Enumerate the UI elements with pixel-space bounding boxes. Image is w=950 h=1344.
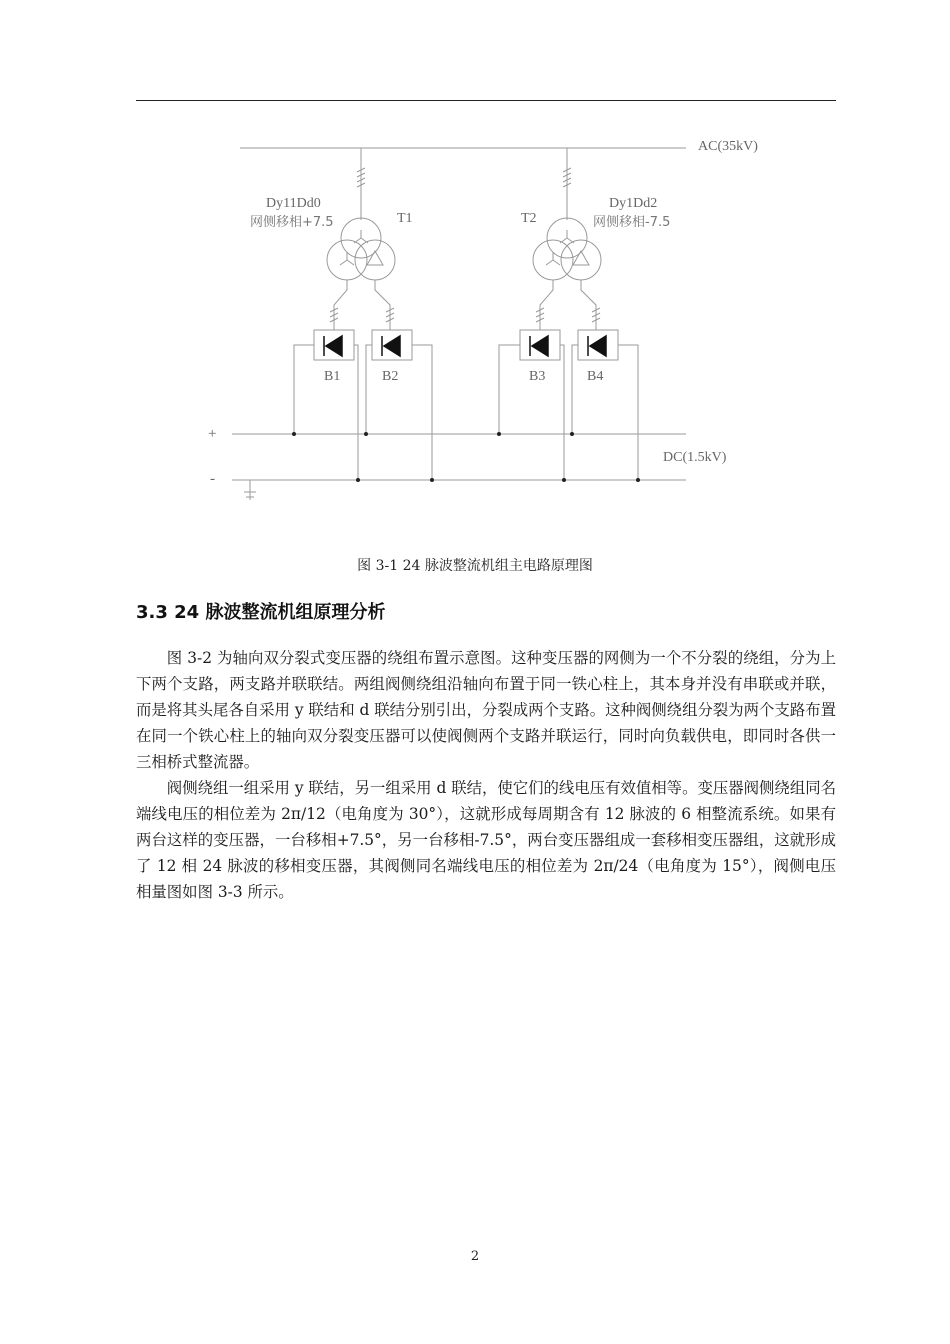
dc-plus-label: +	[208, 426, 217, 442]
paragraph-1: 图 3-2 为轴向双分裂式变压器的绕组布置示意图。这种变压器的网侧为一个不分裂的绕组，分为上下两个支路，两支路并联联结。两组阀侧绕组沿轴向布置于同一铁心柱上，其本身并没有串联或并联，而是将其头尾各自采用 y 联结和 d 联结分别引出，分裂成两个支路。这种阀侧绕组分裂为两个支路布置在同一个铁心柱上的轴向双分裂变压器可以使阀侧两个支路并联运行，同时向负载供电，即同时各供一三相桥式整流器。	[136, 649, 836, 771]
dc-voltage-label: DC(1.5kV)	[663, 450, 727, 465]
transformer-t2	[533, 218, 601, 280]
t2-name-label: T2	[521, 211, 537, 226]
bridge-b4-label: B4	[587, 369, 604, 384]
bridge-b2-label: B2	[382, 369, 399, 384]
bridge-b3-label: B3	[529, 369, 546, 384]
paragraph-2: 阀侧绕组一组采用 y 联结，另一组采用 d 联结，使它们的线电压有效值相等。变压器阀侧绕组同名端线电压的相位差为 2π/12（电角度为 30°），这就形成每周期含有 12 脉波的 6 相整流系统。如果有两台这样的变压器，一台移相+7.5°，另一台移相-7.5°，两台变压器组成一套移相变压器组，这就形成了 12 相 24 脉波的移相变压器，其阀侧同名端线电压的相位差为 2π/24（电角度为 15°），阀侧电压相量图如图 3-3 所示。	[136, 779, 836, 901]
t1-connection-label: Dy11Dd0	[266, 196, 321, 211]
t1-name-label: T1	[397, 211, 413, 226]
diode-b1-icon	[324, 336, 342, 356]
diode-b4-icon	[588, 336, 606, 356]
diode-b2-icon	[382, 336, 400, 356]
page-number: 2	[470, 1249, 480, 1264]
circuit-diagram-svg	[0, 120, 950, 530]
section-title: 3.3 24 脉波整流机组原理分析	[136, 602, 386, 623]
circuit-diagram	[0, 120, 950, 530]
figure-caption: 图 3-1 24 脉波整流机组主电路原理图	[357, 558, 593, 574]
dc-minus-label: -	[210, 471, 215, 487]
transformer-t1	[327, 218, 395, 280]
diode-b3-icon	[530, 336, 548, 356]
header-rule	[136, 100, 836, 101]
t2-connection-label: Dy1Dd2	[609, 196, 658, 211]
ac-voltage-label: AC(35kV)	[698, 139, 758, 154]
bridge-b1-label: B1	[324, 369, 341, 384]
t2-shift-label: 网侧移相-7.5	[593, 215, 671, 230]
t1-shift-label: 网侧移相+7.5	[250, 215, 334, 230]
